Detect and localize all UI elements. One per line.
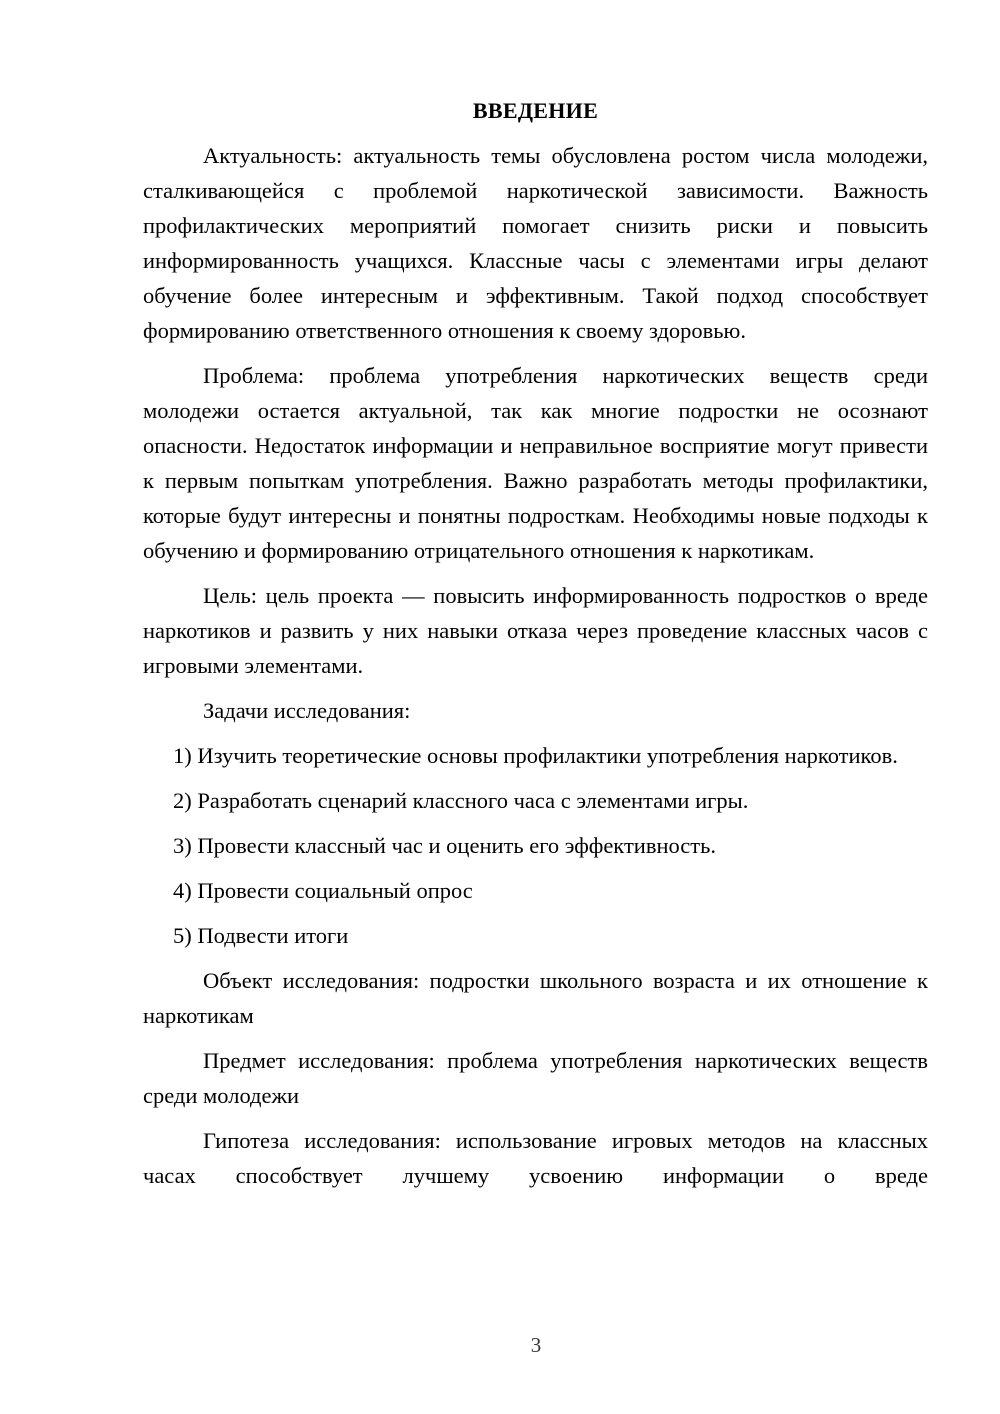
task-item: 3) Провести классный час и оценить его эффективность. bbox=[173, 833, 716, 858]
paragraph-object: Объект исследования: подростки школьного возраста и их отношение к наркотикам bbox=[143, 968, 928, 1028]
paragraph-subject: Предмет исследования: проблема употребления наркотических веществ среди молодежи bbox=[143, 1048, 928, 1108]
paragraph-relevance: Актуальность: актуальность темы обусловлена ростом числа молодежи, сталкивающейся с проблемой наркотической зависимости. Важность профилактических мероприятий помогает снизить риски и повысить информированность учащихся. Классные часы с элементами игры делают обучение более интересным и эффективным. Такой подход способствует формированию ответственного отношения к своему здоровью. bbox=[143, 143, 928, 343]
task-item: 2) Разработать сценарий классного часа с элементами игры. bbox=[173, 788, 749, 813]
task-item: 1) Изучить теоретические основы профилактики употребления наркотиков. bbox=[173, 743, 898, 768]
section-title: ВВЕДЕНИЕ bbox=[472, 98, 599, 123]
page-number: 3 bbox=[530, 1333, 542, 1357]
paragraph-problem: Проблема: проблема употребления наркотических веществ среди молодежи остается актуальной, так как многие подростки не осознают опасности. Недостаток информации и неправильное восприятие могут привести к первым попыткам употребления. Важно разработать методы профилактики, которые будут интересны и понятны подросткам. Необходимы новые подходы к обучению и формированию отрицательного отношения к наркотикам. bbox=[143, 363, 928, 563]
paragraph-hypothesis: Гипотеза исследования: использование игровых методов на классных часах способствует лучшему усвоению информации о вреде bbox=[143, 1128, 928, 1188]
document-page bbox=[143, 93, 928, 1203]
task-item: 5) Подвести итоги bbox=[173, 923, 349, 948]
paragraph-goal: Цель: цель проекта — повысить информированность подростков о вреде наркотиков и развить у них навыки отказа через проведение классных часов с игровыми элементами. bbox=[143, 583, 928, 678]
task-item: 4) Провести социальный опрос bbox=[173, 878, 473, 903]
tasks-heading: Задачи исследования: bbox=[203, 698, 411, 723]
